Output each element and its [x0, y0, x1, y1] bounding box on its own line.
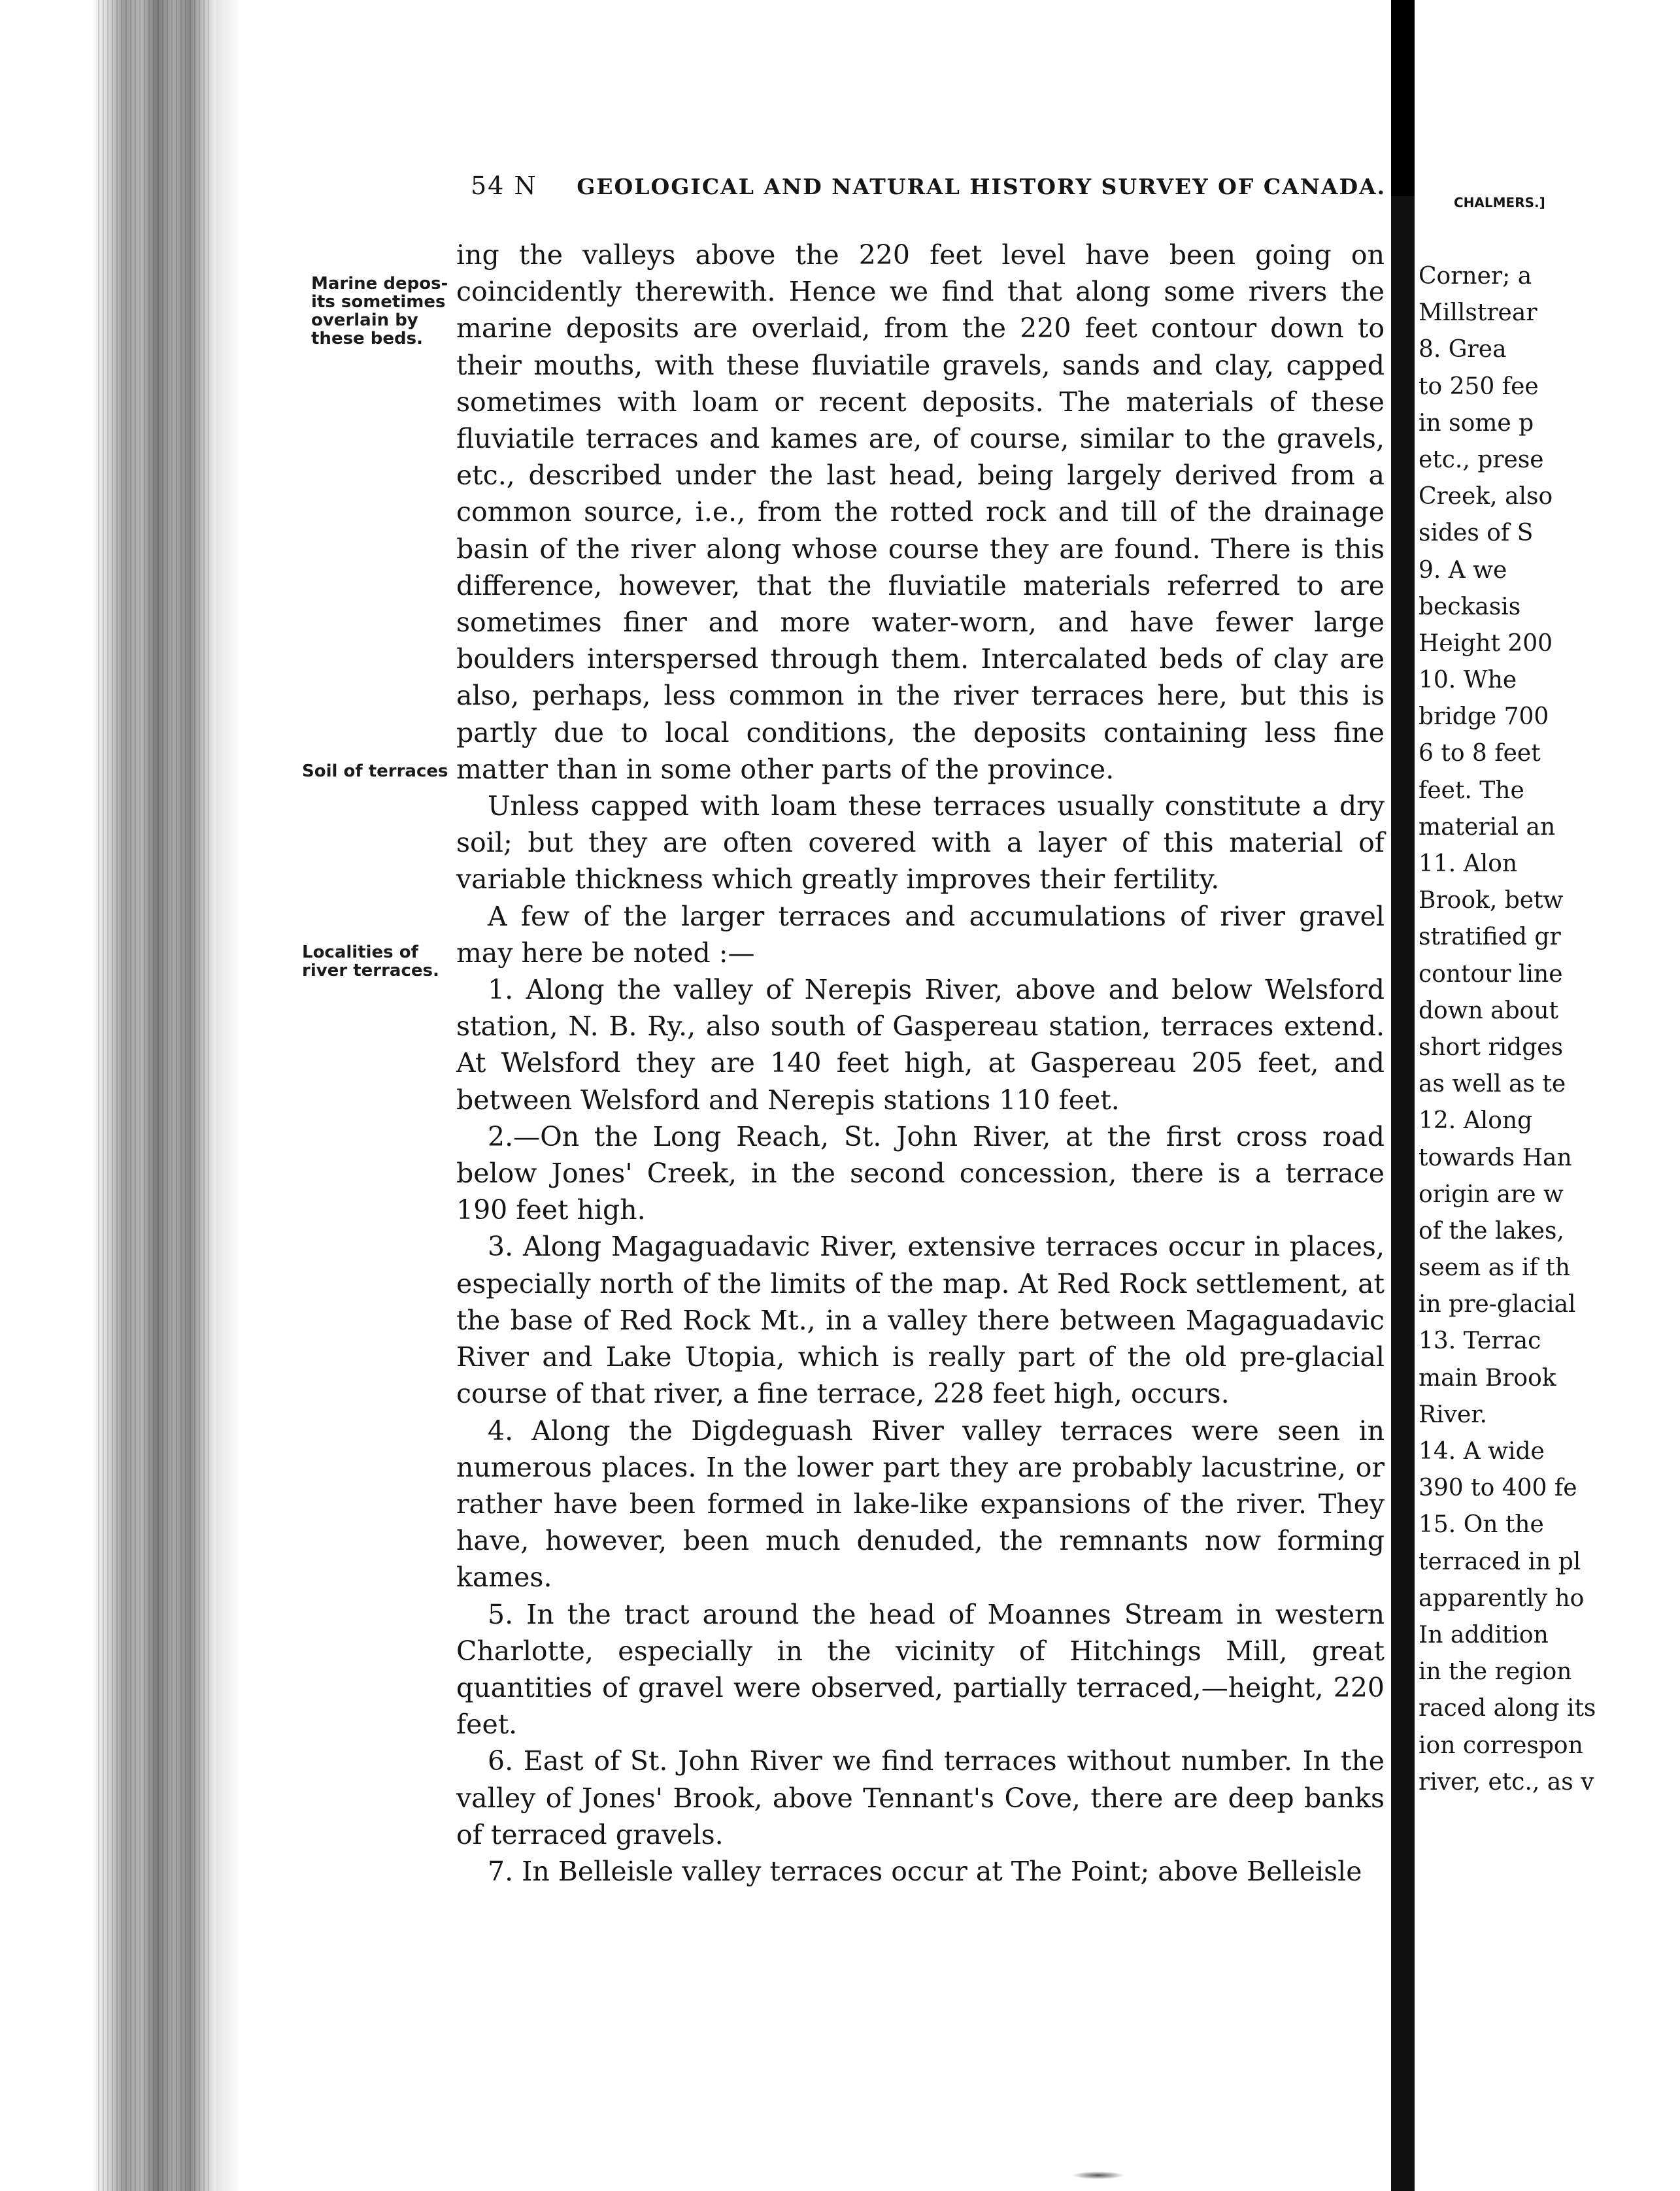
- paragraph-soil: Unless capped with loam these terraces usually constitute a dry soil; but they are often covered with a layer of this material of variable thickness which greatly improves their fertility.: [456, 790, 1385, 895]
- right-page-line: sides of S: [1419, 520, 1534, 547]
- paragraph-item-5: 5. In the tract around the head of Moannes Stream in western Charlotte, especially in the vicinity of Hitchings Mill, great quantities of gravel were observed, partially terraced,—height, 220 feet.: [456, 1598, 1385, 1741]
- margin-note-soil-of-terraces: Soil of terraces: [302, 761, 448, 781]
- right-page-line: River.: [1419, 1401, 1487, 1428]
- right-page-line: Corner; a: [1419, 263, 1532, 290]
- right-page-line: main Brook: [1419, 1364, 1556, 1392]
- right-page-line: terraced in pl: [1419, 1548, 1581, 1575]
- paragraph-item-6: 6. East of St. John River we find terraces without number. In the valley of Jones' Brook, above Tennant's Cove, there are deep banks of terraced gravels.: [456, 1745, 1385, 1850]
- right-page-header: CHALMERS.]: [1454, 195, 1545, 210]
- right-page-line: 9. A we: [1419, 556, 1507, 584]
- paragraph-item-4: 4. Along the Digdeguash River valley terraces were seen in numerous places. In the lower part they are probably lacustrine, or rather have been formed in lake-like expansions of the river. They have, however, been much denuded, the remnants now forming kames.: [456, 1414, 1385, 1594]
- right-page-line: 13. Terrac: [1419, 1328, 1541, 1355]
- right-page-line: 390 to 400 fe: [1419, 1475, 1577, 1502]
- right-page-line: in the region: [1419, 1658, 1572, 1686]
- right-page-line: In addition: [1419, 1621, 1549, 1648]
- right-page-line: Brook, betw: [1419, 887, 1564, 914]
- right-page-line: river, etc., as v: [1419, 1768, 1594, 1796]
- right-page-line: seem as if th: [1419, 1254, 1570, 1282]
- right-page-line: 10. Whe: [1419, 667, 1517, 694]
- right-page-line: origin are w: [1419, 1180, 1564, 1208]
- paragraph-intro-list: A few of the larger terraces and accumulations of river gravel may here be noted :—: [456, 900, 1385, 969]
- paragraph-continuation: ing the valleys above the 220 feet level have been going on coincidently therewith. Hence we find that along some rivers the marine deposits are overlaid, from the 220 feet contour down to their mouths, with these fluviatile gravels, sands and clay, capped sometimes with loam or recent deposits. The materials of these fluviatile terraces and kames are, of course, similar to the gravels, etc., described under the last head, being largely derived from a common source, i.e., from the rotted rock and till of the drainage basin of the river along whose course they are found. There is this difference, however, that the fluviatile materials referred to are sometimes finer and more water-worn, and have fewer large boulders interspersed through them. Intercalated beds of clay are also, perhaps, less common in the river terraces here, but this is partly due to local conditions, the deposits containing less fine matter than in some other parts of the province.: [456, 239, 1385, 785]
- right-page-line: apparently ho: [1419, 1584, 1585, 1612]
- margin-note-marine-deposits: Marine depos- its sometimes overlain by these beds.: [311, 274, 448, 348]
- running-title: GEOLOGICAL AND NATURAL HISTORY SURVEY OF CANADA.: [577, 174, 1386, 199]
- right-page-line: contour line: [1419, 960, 1563, 988]
- paragraph-item-2: 2.—On the Long Reach, St. John River, at the first cross road below Jones' Creek, in the second concession, there is a terrace 190 feet high.: [456, 1120, 1385, 1226]
- right-page-line: material an: [1419, 813, 1556, 841]
- right-page-line: to 250 fee: [1419, 373, 1539, 400]
- paragraph-item-7: 7. In Belleisle valley terraces occur at The Point; above Belleisle: [488, 1855, 1362, 1887]
- right-page-line: feet. The: [1419, 777, 1524, 804]
- right-page-line: Millstrear: [1419, 299, 1537, 327]
- right-page-line: 15. On the: [1419, 1511, 1544, 1539]
- paragraph-item-3: 3. Along Magaguadavic River, extensive terraces occur in places, especially north of the limits of the map. At Red Rock settlement, at the base of Red Rock Mt., in a valley there between Magaguadavic River and Lake Utopia, which is really part of the old pre-glacial course of that river, a fine terrace, 228 feet high, occurs.: [456, 1231, 1385, 1410]
- right-page-line: 14. A wide: [1419, 1438, 1545, 1465]
- right-page-line: Creek, also: [1419, 483, 1553, 510]
- right-page-line: down about: [1419, 997, 1558, 1024]
- right-page-line: as well as te: [1419, 1071, 1566, 1098]
- right-page-line: 8. Grea: [1419, 336, 1507, 363]
- right-page-line: Height 200: [1419, 629, 1553, 657]
- page-header: [471, 171, 1386, 200]
- right-page-line: of the lakes,: [1419, 1217, 1564, 1245]
- right-page-line: raced along its: [1419, 1695, 1596, 1722]
- right-page-line: towards Han: [1419, 1144, 1572, 1171]
- right-page-cropped: [1415, 0, 1596, 2191]
- right-page-line: etc., prese: [1419, 446, 1544, 473]
- body-text: [456, 237, 1385, 1890]
- margin-note-localities: Localities of river terraces.: [302, 943, 439, 980]
- right-page-line: ion correspon: [1419, 1731, 1583, 1759]
- right-page-line: 6 to 8 feet: [1419, 740, 1541, 767]
- right-page-line: 12. Along: [1419, 1107, 1533, 1135]
- paragraph-item-1: 1. Along the valley of Nerepis River, above and below Welsford station, N. B. Ry., also south of Gaspereau station, terraces extend. At Welsford they are 140 feet high, at Gaspereau 205 feet, and between Welsford and Nerepis stations 110 feet.: [456, 974, 1385, 1116]
- right-page-line: bridge 700: [1419, 703, 1549, 731]
- right-page-line: stratified gr: [1419, 924, 1561, 951]
- right-page-lines: [1419, 258, 1680, 1801]
- right-page-line: short ridges: [1419, 1033, 1564, 1061]
- scan-mark: [1072, 2171, 1124, 2179]
- right-page-line: in some p: [1419, 409, 1534, 437]
- book-gutter: [1391, 0, 1415, 2191]
- right-page-line: 11. Alon: [1419, 850, 1518, 877]
- page-number: 54 N: [471, 171, 537, 200]
- right-page-line: in pre-glacial: [1419, 1291, 1576, 1318]
- right-page-line: beckasis: [1419, 593, 1521, 620]
